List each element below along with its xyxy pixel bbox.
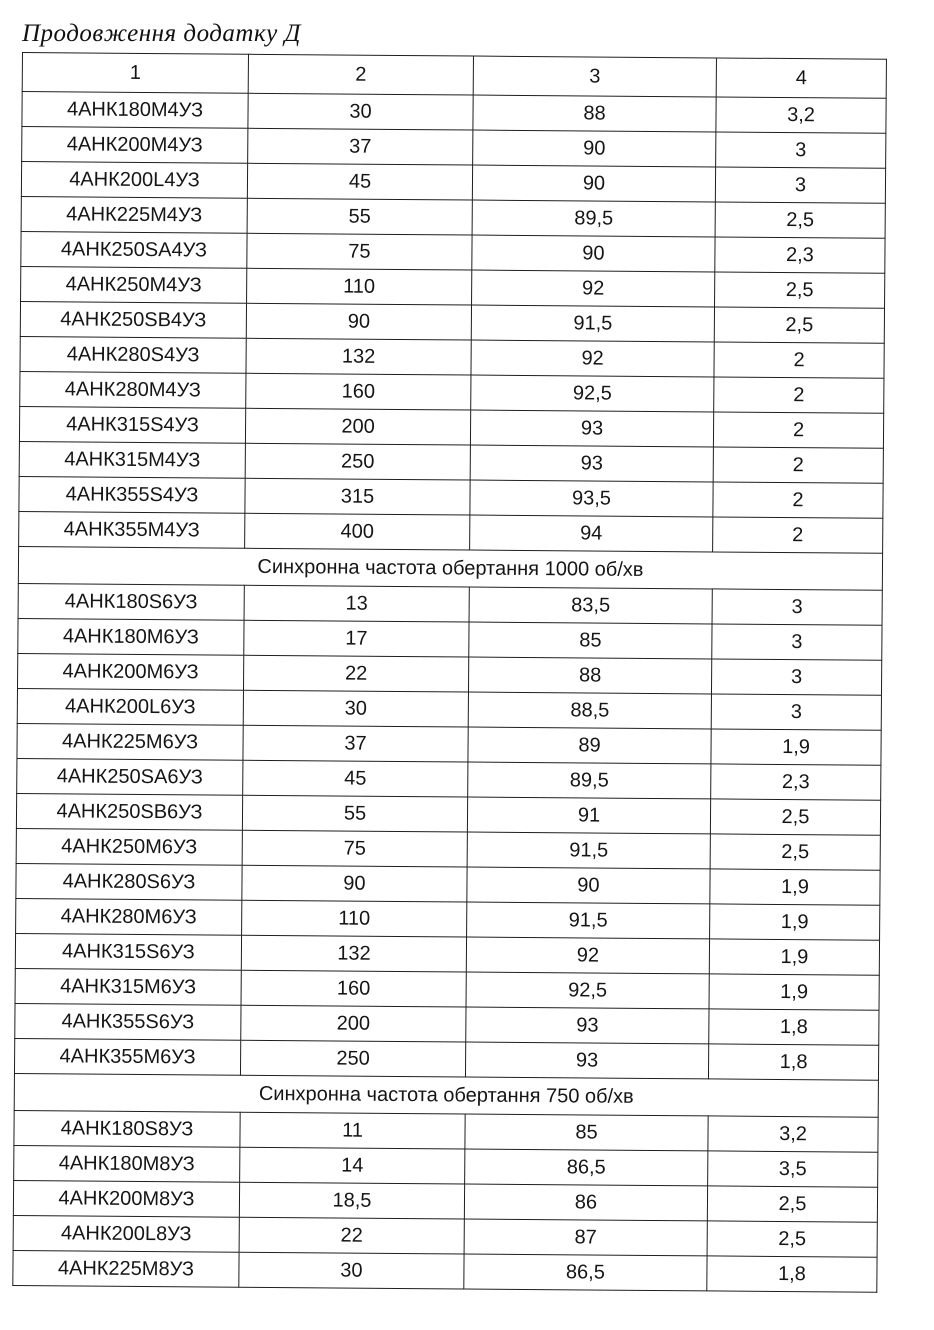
ratio-cell: 2,5 (715, 272, 885, 308)
ratio-cell: 3 (712, 624, 882, 660)
efficiency-cell: 92 (466, 937, 709, 974)
model-cell: 4АНК280М6УЗ (16, 898, 242, 935)
ratio-cell: 2 (714, 342, 884, 378)
efficiency-cell: 88 (468, 657, 711, 694)
power-cell: 160 (241, 970, 466, 1007)
power-cell: 90 (246, 303, 471, 340)
ratio-cell: 2,3 (715, 237, 885, 273)
model-cell: 4АНК225М8УЗ (13, 1250, 239, 1287)
efficiency-cell: 86,5 (464, 1254, 707, 1291)
model-cell: 4АНК250М6УЗ (16, 828, 242, 865)
ratio-cell: 1,8 (707, 1256, 877, 1292)
model-cell: 4АНК355S4УЗ (19, 476, 245, 513)
model-cell: 4АНК200М8УЗ (13, 1180, 239, 1217)
efficiency-cell: 93 (466, 1007, 709, 1044)
power-cell: 250 (245, 443, 470, 480)
efficiency-cell: 93 (465, 1042, 708, 1079)
power-cell: 22 (243, 655, 468, 692)
power-cell: 132 (241, 935, 466, 972)
model-cell: 4АНК180S6УЗ (18, 583, 244, 620)
efficiency-cell: 89 (468, 727, 711, 764)
efficiency-cell: 87 (464, 1219, 707, 1256)
efficiency-cell: 92 (471, 340, 714, 377)
efficiency-cell: 90 (472, 235, 715, 272)
model-cell: 4АНК250SA6УЗ (17, 758, 243, 795)
model-cell: 4АНК250SB4УЗ (20, 301, 246, 338)
power-cell: 37 (248, 128, 473, 165)
model-cell: 4АНК250М4УЗ (21, 266, 247, 303)
model-cell: 4АНК315М4УЗ (19, 441, 245, 478)
power-cell: 110 (247, 268, 472, 305)
power-cell: 75 (242, 830, 467, 867)
efficiency-cell: 85 (469, 622, 712, 659)
efficiency-cell: 91,5 (471, 305, 714, 342)
model-cell: 4АНК250SA4УЗ (21, 231, 247, 268)
model-cell: 4АНК355S6УЗ (15, 1003, 241, 1040)
power-cell: 160 (246, 373, 471, 410)
power-cell: 110 (242, 900, 467, 937)
model-cell: 4АНК200М4УЗ (22, 127, 248, 164)
ratio-cell: 1,9 (709, 939, 879, 975)
efficiency-cell: 93,5 (470, 480, 713, 517)
model-cell: 4АНК280S4УЗ (20, 336, 246, 373)
ratio-cell: 3,2 (716, 97, 886, 133)
efficiency-cell: 88,5 (468, 692, 711, 729)
power-cell: 400 (245, 513, 470, 550)
efficiency-cell: 91,5 (467, 832, 710, 869)
efficiency-cell: 90 (473, 130, 716, 167)
efficiency-cell: 92,5 (466, 972, 709, 1009)
power-cell: 11 (240, 1112, 465, 1149)
efficiency-cell: 85 (465, 1114, 708, 1151)
model-cell: 4АНК315S4УЗ (19, 406, 245, 443)
column-header: 1 (22, 53, 248, 94)
ratio-cell: 1,8 (708, 1044, 878, 1080)
power-cell: 30 (239, 1252, 464, 1289)
power-cell: 75 (247, 233, 472, 270)
power-cell: 37 (243, 725, 468, 762)
model-cell: 4АНК250SB6УЗ (16, 793, 242, 830)
ratio-cell: 2,5 (715, 202, 885, 238)
power-cell: 13 (244, 585, 469, 622)
power-cell: 30 (243, 690, 468, 727)
ratio-cell: 1,8 (709, 1009, 879, 1045)
efficiency-cell: 86 (464, 1184, 707, 1221)
model-cell: 4АНК200L8УЗ (13, 1215, 239, 1252)
model-cell: 4АНК355М6УЗ (14, 1038, 240, 1075)
power-cell: 45 (247, 163, 472, 200)
model-cell: 4АНК200L6УЗ (17, 688, 243, 725)
model-cell: 4АНК315S6УЗ (15, 933, 241, 970)
power-cell: 200 (241, 1005, 466, 1042)
model-cell: 4АНК200М6УЗ (18, 653, 244, 690)
efficiency-cell: 89,5 (468, 762, 711, 799)
ratio-cell: 1,9 (711, 729, 881, 765)
power-cell: 200 (245, 408, 470, 445)
ratio-cell: 3,5 (708, 1151, 878, 1187)
ratio-cell: 2,5 (710, 799, 880, 835)
table-body (13, 53, 887, 1293)
ratio-cell: 3 (716, 132, 886, 168)
ratio-cell: 1,9 (709, 974, 879, 1010)
efficiency-cell: 92 (472, 270, 715, 307)
ratio-cell: 2,5 (714, 307, 884, 343)
model-cell: 4АНК225М4УЗ (21, 196, 247, 233)
ratio-cell: 3 (711, 694, 881, 730)
ratio-cell: 2,5 (707, 1221, 877, 1257)
efficiency-cell: 93 (470, 445, 713, 482)
power-cell: 14 (240, 1147, 465, 1184)
power-cell: 45 (243, 760, 468, 797)
power-cell: 22 (239, 1217, 464, 1254)
model-cell: 4АНК180М4УЗ (22, 92, 248, 129)
efficiency-cell: 90 (472, 165, 715, 202)
efficiency-cell: 94 (470, 515, 713, 552)
power-cell: 17 (244, 620, 469, 657)
efficiency-cell: 91,5 (467, 902, 710, 939)
efficiency-cell: 89,5 (472, 200, 715, 237)
section-title: Синхронна частота обертання 1000 об/хв (18, 546, 882, 590)
power-cell: 55 (247, 198, 472, 235)
section-title: Синхронна частота обертання 750 об/хв (14, 1073, 878, 1117)
ratio-cell: 1,9 (710, 869, 880, 905)
efficiency-cell: 88 (473, 95, 716, 132)
ratio-cell: 2 (713, 447, 883, 483)
model-cell: 4АНК225М6УЗ (17, 723, 243, 760)
power-cell: 30 (248, 93, 473, 130)
efficiency-cell: 83,5 (469, 587, 712, 624)
table-row (13, 1250, 877, 1292)
column-header: 4 (716, 58, 886, 98)
model-cell: 4АНК355М4УЗ (19, 511, 245, 548)
ratio-cell: 2,5 (710, 834, 880, 870)
model-cell: 4АНК315М6УЗ (15, 968, 241, 1005)
model-cell: 4АНК280S6УЗ (16, 863, 242, 900)
model-cell: 4АНК200L4УЗ (21, 162, 247, 199)
model-cell: 4АНК180М8УЗ (14, 1145, 240, 1182)
power-cell: 55 (242, 795, 467, 832)
ratio-cell: 3 (715, 167, 885, 203)
ratio-cell: 2 (714, 377, 884, 413)
power-cell: 250 (240, 1040, 465, 1077)
model-cell: 4АНК180S8УЗ (14, 1110, 240, 1147)
ratio-cell: 2 (713, 482, 883, 518)
ratio-cell: 1,9 (710, 904, 880, 940)
efficiency-cell: 92,5 (471, 375, 714, 412)
ratio-cell: 3,2 (708, 1116, 878, 1152)
ratio-cell: 3 (711, 659, 881, 695)
column-header: 2 (248, 54, 473, 95)
ratio-cell: 2,5 (707, 1186, 877, 1222)
efficiency-cell: 93 (470, 410, 713, 447)
page-title: Продовження додатку Д (22, 20, 301, 47)
power-cell: 132 (246, 338, 471, 375)
ratio-cell: 2,3 (711, 764, 881, 800)
efficiency-cell: 90 (467, 867, 710, 904)
column-header: 3 (473, 56, 716, 97)
ratio-cell: 2 (713, 412, 883, 448)
motor-spec-table (12, 52, 887, 1293)
model-cell: 4АНК180М6УЗ (18, 618, 244, 655)
ratio-cell: 3 (712, 589, 882, 625)
power-cell: 90 (242, 865, 467, 902)
efficiency-cell: 86,5 (465, 1149, 708, 1186)
power-cell: 315 (245, 478, 470, 515)
ratio-cell: 2 (713, 517, 883, 553)
model-cell: 4АНК280М4УЗ (20, 371, 246, 408)
power-cell: 18,5 (239, 1182, 464, 1219)
efficiency-cell: 91 (467, 797, 710, 834)
table-header-row (22, 53, 886, 99)
